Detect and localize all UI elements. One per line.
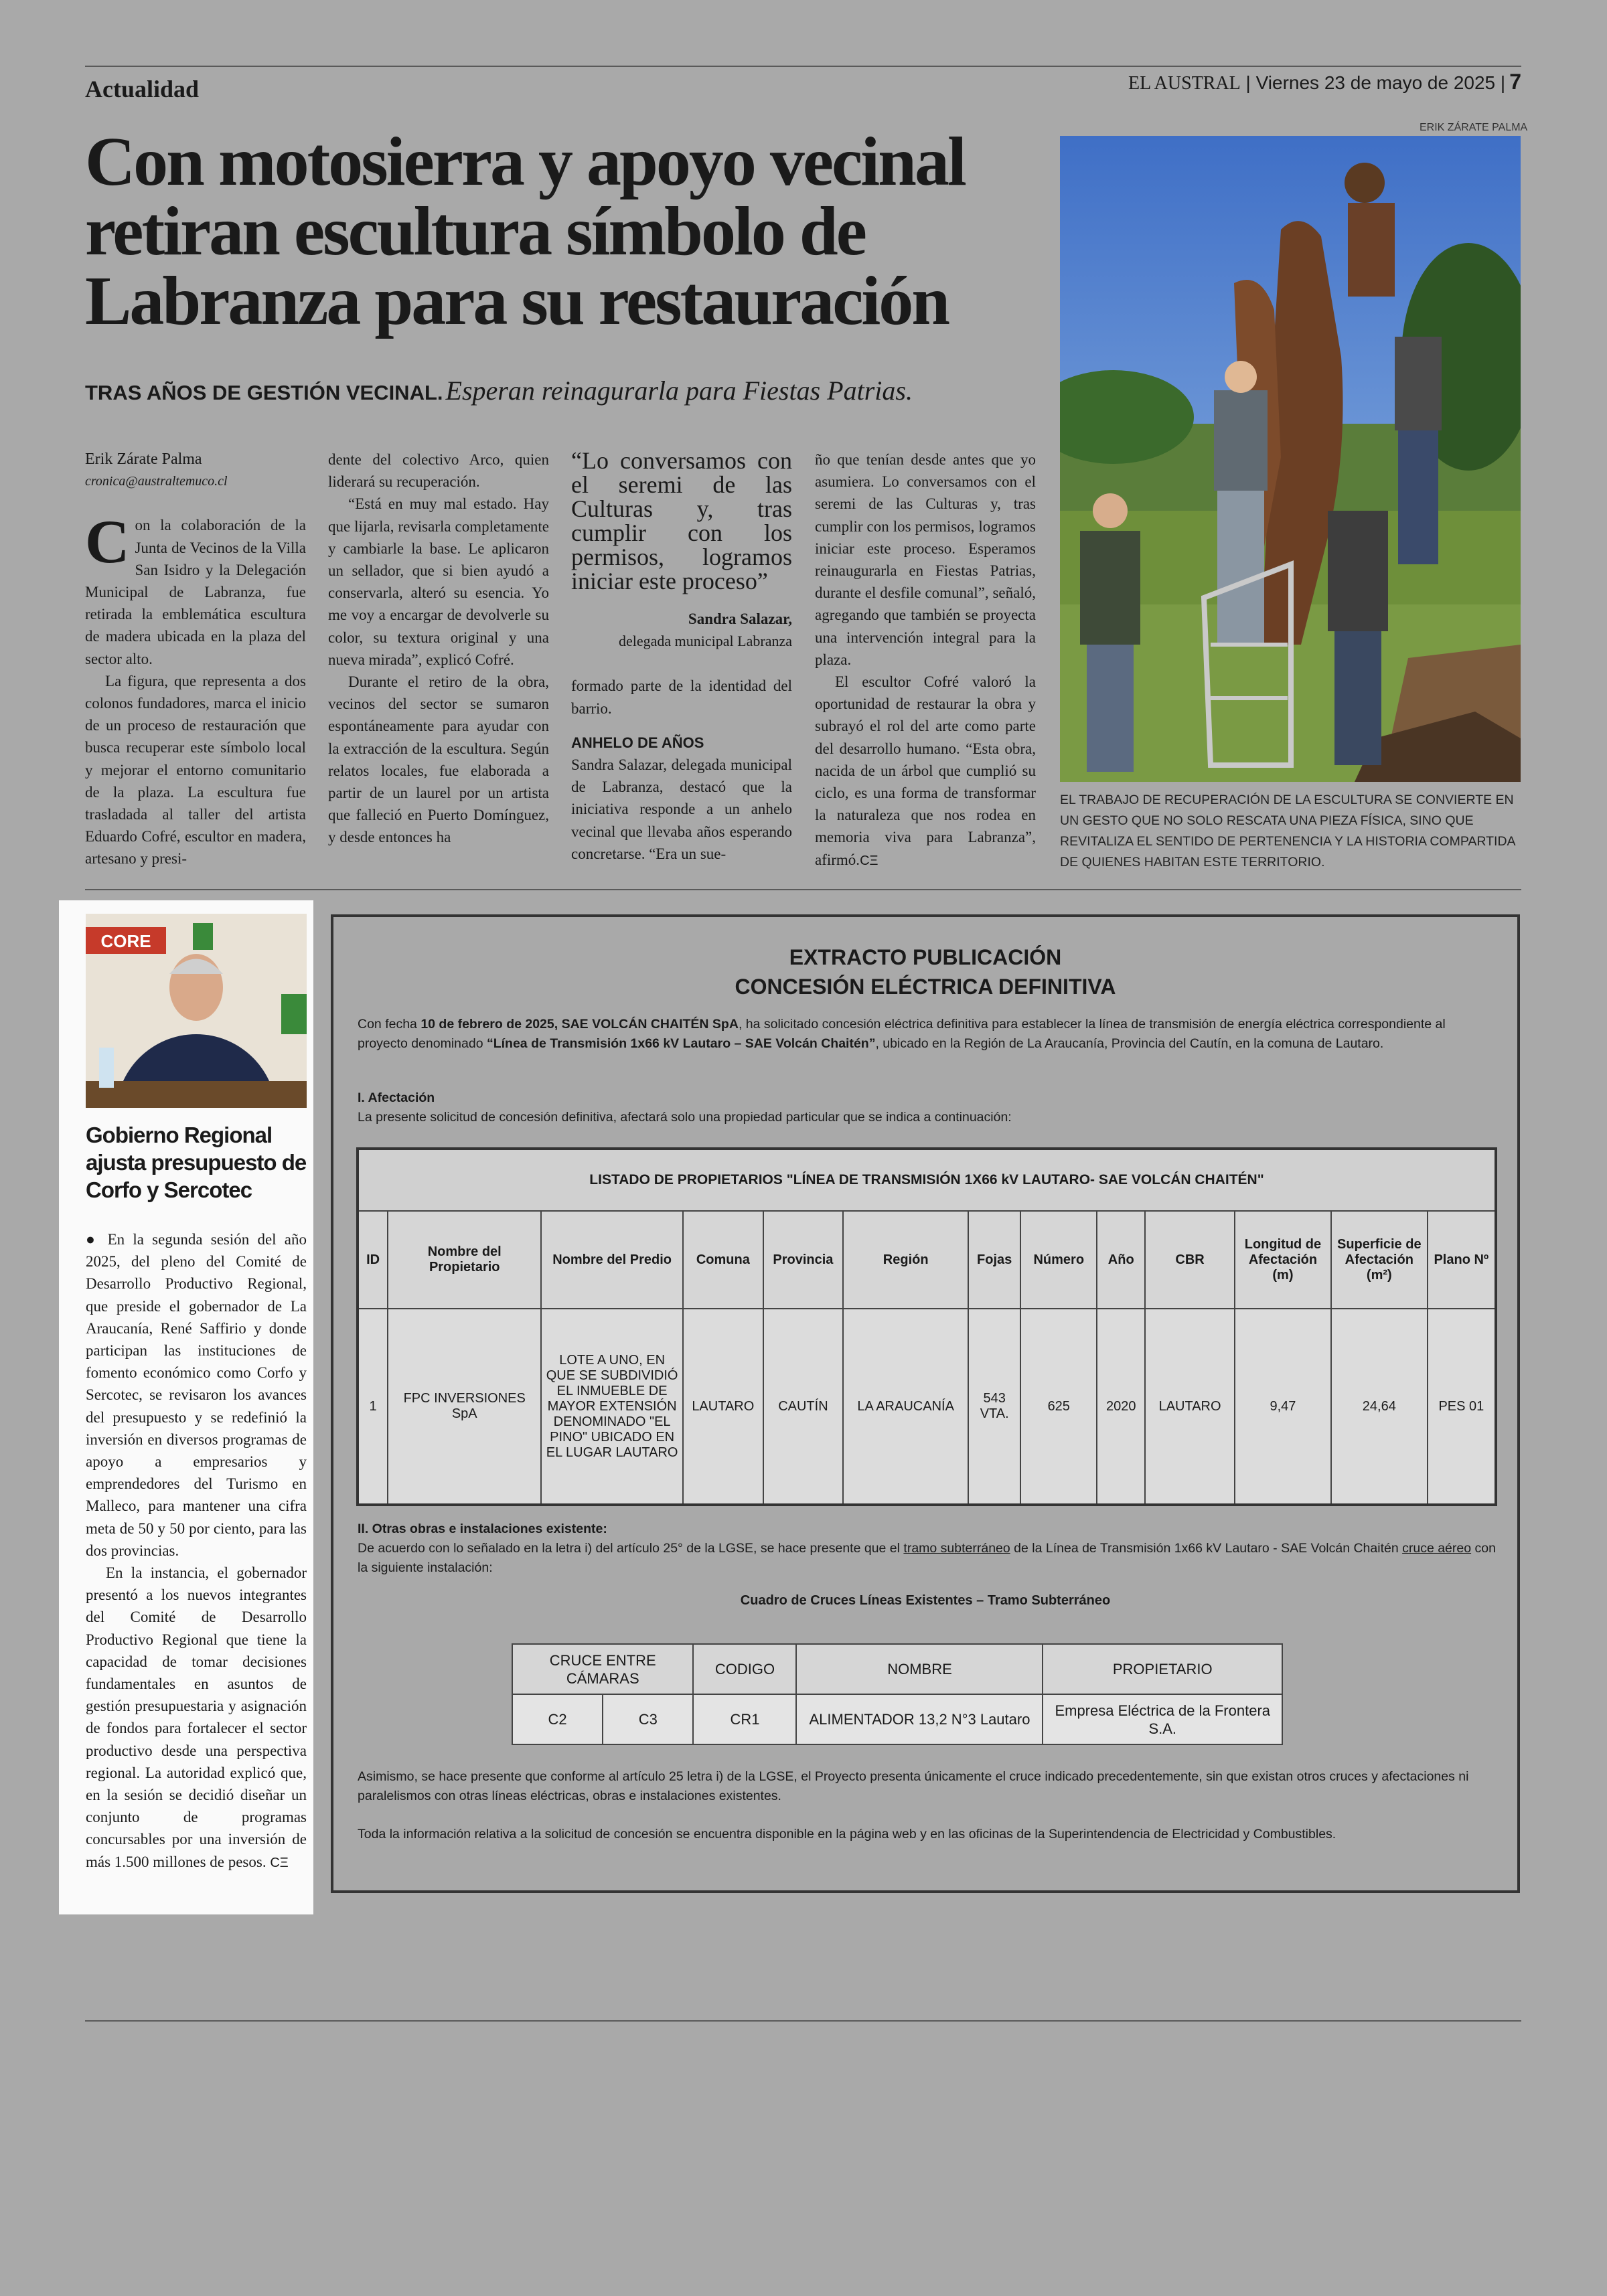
header-cell: CODIGO [693, 1644, 796, 1694]
sidebar-paragraph-1: ● En la segunda sesión del año 2025, del pleno del Comité de Desarrollo Productivo Regional, que preside el gobernador de La Araucanía, René Saffirio y donde participan las instituciones de fomento económico como Corfo y Sercotec, se revisaron los avances del presupuesto y se redefinió la inversión en diversos programas de apoyo a empresarios y emprendedores del Turismo en Malleco, para mantener una cifra meta de 50 y 50 por ciento, para las dos provincias. [86, 1231, 307, 1559]
header-cell: Año [1097, 1211, 1145, 1309]
notice-title [333, 942, 1517, 1001]
page-number: 7 [1509, 70, 1521, 94]
owners-table [356, 1147, 1497, 1506]
col3-paragraph-2: Sandra Salazar, delegada municipal de Labranza, destacó que la iniciativa responde a un anhelo vecinal que llevaba años esperando concretarse. “Era un sue- [571, 756, 792, 862]
photo-credit: ERIK ZÁRATE PALMA [1420, 122, 1528, 133]
top-rule [85, 66, 1521, 67]
col2-paragraph-3: Durante el retiro de la obra, vecinos del sector se sumaron espontáneamente para ayudar con la extracción de la escultura. Según relatos locales, fue elaborada a partir de un laurel por un artista que falleció en Puerto Domínguez, y desde entonces ha [328, 673, 549, 846]
drop-cap: C [85, 507, 130, 576]
table-cell: C3 [603, 1694, 693, 1744]
header-cell: Nombre del Propietario [388, 1211, 541, 1309]
sidebar-article [59, 900, 313, 1914]
notice-title-line-2: CONCESIÓN ELÉCTRICA DEFINITIVA [735, 975, 1116, 999]
kicker: TRAS AÑOS DE GESTIÓN VECINAL. [85, 381, 443, 404]
table-cell: 2020 [1097, 1309, 1145, 1505]
intro-text-c: , ha solicitado concesión eléctrica definitiva para establecer la línea de transmisión de energía eléctrica correspondiente al proyecto denominado [358, 1017, 1446, 1051]
crossings-table-title: Cuadro de Cruces Líneas Existentes – Tramo Subterráneo [740, 1593, 1111, 1608]
table-cell: C2 [512, 1694, 603, 1744]
table-cell: LOTE A UNO, EN QUE SE SUBDIVIDIÓ EL INMUEBLE DE MAYOR EXTENSIÓN DENOMINADO "EL PINO" UBICADO EN EL LUGAR LAUTARO [541, 1309, 683, 1505]
crossings-table [512, 1643, 1283, 1745]
issue-date: Viernes 23 de mayo de 2025 [1255, 72, 1496, 93]
header-cell: Superficie de Afectación (m²) [1331, 1211, 1428, 1309]
header-cell: PROPIETARIO [1043, 1644, 1282, 1694]
end-mark: CΞ [860, 853, 878, 868]
article-column-3 [571, 448, 792, 865]
publication-name: EL AUSTRAL [1128, 73, 1241, 94]
header-cell: Región [843, 1211, 968, 1309]
owners-table-header [358, 1211, 1496, 1309]
headline: Con motosierra y apoyo vecinal retiran escultura símbolo de Labranza para su restauración [85, 123, 965, 339]
section-1 [358, 1088, 1496, 1127]
s2-text-a: De acuerdo con lo señalado en la letra i) del artículo 25° de la LGSE, se hace presente que el [358, 1541, 904, 1556]
bottom-rule [85, 2020, 1521, 2022]
header-cell: Longitud de Afectación (m) [1235, 1211, 1331, 1309]
sidebar-end-mark: CΞ [270, 1855, 289, 1870]
sidebar-body [86, 1228, 307, 1874]
section-2-text [358, 1539, 1496, 1578]
table-row [358, 1309, 1496, 1505]
section-1-text: La presente solicitud de concesión definitiva, afectará solo una propiedad particular que se indica a continuación: [358, 1110, 1012, 1125]
middle-rule [85, 889, 1521, 890]
header-cell: Comuna [683, 1211, 763, 1309]
header-cell: Fojas [968, 1211, 1020, 1309]
section-subheading: ANHELO DE AÑOS [571, 734, 704, 751]
sidebar-paragraph-2: En la instancia, el gobernador presentó a los nuevos integrantes del Comité de Desarrollo Productivo Regional que tiene la capacidad de tomar decisiones fundamentales en asuntos de gestión presupuestaria y asignación de fondos para fortalecer el sector productivo desde una perspectiva regional. La autoridad explicó que, en la sesión se decidió diseñar un conjunto de programas concursables por una inversión de más 1.500 millones de pesos. [86, 1564, 307, 1870]
header-cell: Plano Nº [1428, 1211, 1496, 1309]
table-cell: LAUTARO [683, 1309, 763, 1505]
col4-paragraph-2: El escultor Cofré valoró la oportunidad de restaurar la obra y subrayó el rol del arte como parte del desarrollo humano. “Esta obra, nacida de un árbol que cumplió su ciclo, es una forma de transformar la naturaleza que nos rodea en memoria viva para Labranza”, afirmó. [815, 673, 1036, 868]
table-cell: 1 [358, 1309, 388, 1505]
section-2-heading: II. Otras obras e instalaciones existente: [358, 1522, 607, 1536]
closing-paragraph-1: Asimismo, se hace presente que conforme al artículo 25 letra i) de la LGSE, el Proyecto presenta únicamente el cruce indicado precedentemente, sin que existan otros cruces y afectaciones ni paralelismos con otras líneas eléctricas, obras e instalaciones existentes. [358, 1769, 1469, 1803]
col4-paragraph-1: ño que tenían desde antes que yo asumiera. Lo conversamos con el seremi de las Culturas y, tras cumplir con los permisos, logramos iniciar este proceso. Esperamos reinaugurarla en Fiestas Patrias, durante el desfile comunal”, señaló, agregando que también se proyecta una intervención integral para la plaza. [815, 451, 1036, 668]
author-email: cronica@australtemuco.cl [85, 474, 228, 489]
table-cell: 543 VTA. [968, 1309, 1020, 1505]
header-cell: ID [358, 1211, 388, 1309]
table-cell: CAUTÍN [763, 1309, 843, 1505]
crossings-table-header [512, 1644, 1282, 1694]
governor-photo [86, 914, 307, 1108]
deck: Esperan reinagurarla para Fiestas Patrias. [445, 376, 913, 406]
table-cell: PES 01 [1428, 1309, 1496, 1505]
legal-notice [331, 914, 1520, 1893]
quote-source-name: Sandra Salazar, [688, 610, 792, 627]
table-cell: LA ARAUCANÍA [843, 1309, 968, 1505]
photo-caption: EL TRABAJO DE RECUPERACIÓN DE LA ESCULTURA SE CONVIERTE EN UN GESTO QUE NO SOLO RESCATA UNA PIEZA FÍSICA, SINO QUE REVITALIZA EL SENTIDO DE PERTENENCIA Y LA HISTORIA COMPARTIDA DE QUIENES HABITAN ESTE TERRITORIO. [1060, 793, 1515, 870]
intro-text-a: Con fecha [358, 1017, 421, 1032]
table-cell: FPC INVERSIONES SpA [388, 1309, 541, 1505]
s2-text-e: con la siguiente instalación: [358, 1541, 1496, 1575]
table-cell: CR1 [693, 1694, 796, 1744]
quote-source-role: delegada municipal Labranza [619, 633, 792, 650]
col1-paragraph-2: La figura, que representa a dos colonos fundadores, marca el inicio de un proceso de restauración que busca recuperar este símbolo local y mejorar el entorno comunitario de la plaza. La escultura fue trasladada al taller del artista Eduardo Cofré, escultor en madera, artesano y presi- [85, 672, 306, 868]
section-2 [358, 1520, 1496, 1578]
table-cell: ALIMENTADOR 13,2 N°3 Lautaro [796, 1694, 1043, 1744]
header-cell: Nombre del Predio [541, 1211, 683, 1309]
subheadline [85, 375, 1063, 406]
notice-intro [358, 1015, 1496, 1054]
header-cell: Provincia [763, 1211, 843, 1309]
s2-text-c: de la Línea de Transmisión 1x66 kV Lautaro - SAE Volcán Chaitén [1010, 1541, 1403, 1556]
table-cell: 24,64 [1331, 1309, 1428, 1505]
pull-quote: “Lo conversamos con el seremi de las Culturas y, tras cumplir con los permisos, logramos iniciar este proceso” [571, 447, 792, 594]
sculpture-photo [1060, 136, 1521, 782]
notice-title-line-1: EXTRACTO PUBLICACIÓN [789, 945, 1062, 969]
intro-text-e: , ubicado en la Región de La Araucanía, Provincia del Cautín, en la comuna de Lautaro. [875, 1036, 1384, 1051]
intro-project-name: “Línea de Transmisión 1x66 kV Lautaro – SAE Volcán Chaitén” [486, 1036, 876, 1051]
header-cell: NOMBRE [796, 1644, 1043, 1694]
table-cell: 9,47 [1235, 1309, 1331, 1505]
article-column-4 [815, 448, 1036, 872]
sidebar-title: Gobierno Regional ajusta presupuesto de Corfo y Sercotec [86, 1123, 307, 1202]
s2-underlined-subterraneo: tramo subterráneo [903, 1541, 1010, 1556]
core-sign: CORE [100, 931, 151, 951]
article-column-1 [85, 448, 306, 870]
col2-paragraph-2: “Está en muy mal estado. Hay que lijarla, revisarla completamente y cambiarle la base. Le aplicaron un sellador, que si bien ayudó a conservarla, alteró su esencia. Yo me voy a encargar de devolverle su color, su textura original y una nueva mirada”, explicó Cofré. [328, 495, 549, 668]
masthead: EL AUSTRAL | Viernes 23 de mayo de 2025 | 7 [1128, 70, 1521, 94]
article-column-2 [328, 448, 549, 849]
header-cell: CRUCE ENTRE CÁMARAS [512, 1644, 693, 1694]
table-cell: 625 [1020, 1309, 1097, 1505]
intro-date-company: 10 de febrero de 2025, SAE VOLCÁN CHAITÉN SpA [420, 1017, 739, 1032]
col3-paragraph-1: formado parte de la identidad del barrio. [571, 677, 792, 717]
author-name: Erik Zárate Palma [85, 450, 202, 468]
owners-table-title: LISTADO DE PROPIETARIOS "LÍNEA DE TRANSMISIÓN 1X66 kV LAUTARO- SAE VOLCÁN CHAITÉN" [358, 1149, 1496, 1211]
col2-paragraph-1: dente del colectivo Arco, quien liderará su recuperación. [328, 451, 549, 491]
section-label: Actualidad [85, 76, 200, 102]
closing-paragraph-2: Toda la información relativa a la solicitud de concesión se encuentra disponible en la página web y en las oficinas de la Superintendencia de Electricidad y Combustibles. [358, 1827, 1336, 1841]
section-1-heading: I. Afectación [358, 1090, 435, 1105]
table-cell: Empresa Eléctrica de la Frontera S.A. [1043, 1694, 1282, 1744]
table-cell: LAUTARO [1145, 1309, 1235, 1505]
header-cell: CBR [1145, 1211, 1235, 1309]
col1-paragraph-1: on la colaboración de la Junta de Vecinos de la Villa San Isidro y la Delegación Municipal de Labranza, fue retirada la emblemática escultura de madera ubicada en la plaza del sector alto. [85, 517, 306, 667]
table-row [512, 1694, 1282, 1744]
s2-underlined-cruce: cruce aéreo [1402, 1541, 1472, 1556]
header-cell: Número [1020, 1211, 1097, 1309]
